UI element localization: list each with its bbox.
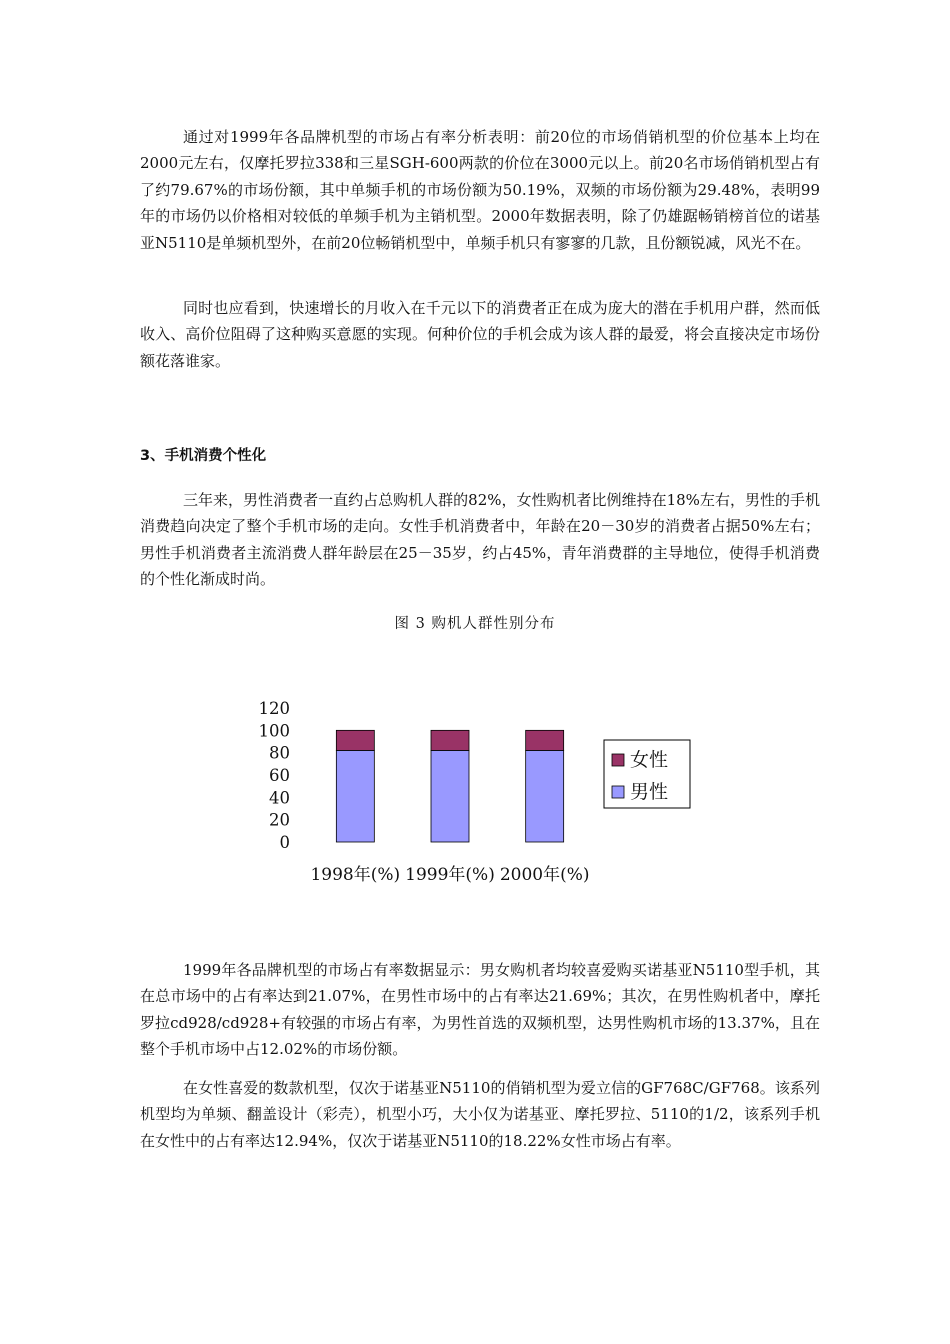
y-tick-label: 60: [269, 766, 290, 785]
paragraph-gender-ratio: 三年来，男性消费者一直约占总购机人群的82%，女性购机者比例维持在18%左右，男性的手机消费趋向决定了整个手机市场的走向。女性手机消费者中，年龄在20－30岁的消费者占据50%左右；男性手机消费者主流消费人群年龄层在25－35岁，约占45%，青年消费群的主导地位，使得手机消费的个性化渐成时尚。: [140, 491, 820, 589]
legend-label-female: 女性: [630, 749, 669, 771]
paragraph-brand-share-by-gender: 1999年各品牌机型的市场占有率数据显示：男女购机者均较喜爱购买诺基亚N5110型手机，其在总市场中的占有率达到21.07%，在男性市场中的占有率达21.69%；其次，在男性购机者中，摩托罗拉cd928/cd928+有较强的市场占有率，为男性首选的双频机型，达男性购机市场的13.37%，且在整个手机市场中占12.02%的市场份额。: [140, 961, 820, 1059]
y-tick-label: 0: [279, 833, 290, 852]
legend-label-male: 男性: [630, 781, 669, 803]
bar-segment-female: [526, 730, 564, 750]
legend-swatch-male: [612, 786, 624, 798]
bar-segment-female: [336, 730, 374, 750]
y-tick-label: 80: [269, 743, 290, 763]
bar-segment-female: [431, 730, 469, 750]
x-tick-label: 2000年(%): [499, 865, 590, 885]
chart-svg: [250, 690, 710, 900]
y-tick-label: 20: [269, 810, 290, 830]
x-tick-label: 1999年(%): [405, 865, 495, 885]
y-tick-label: 100: [258, 721, 290, 741]
y-tick-label: 40: [269, 788, 290, 808]
gender-distribution-chart: [250, 690, 710, 900]
x-tick-label: 1998年(%): [310, 865, 401, 885]
y-tick-label: 120: [258, 699, 290, 718]
legend-swatch-female: [612, 754, 624, 766]
figure-caption: 图 3 购机人群性别分布: [394, 616, 556, 632]
bar-segment-male: [526, 750, 564, 842]
bar-segment-male: [336, 750, 374, 842]
paragraph-market-share-1999: 通过对1999年各品牌机型的市场占有率分析表明：前20位的市场俏销机型的价位基本上均在2000元左右，仅摩托罗拉338和三星SGH-600两款的价位在3000元以上。前20名市场俏销机型占有了约79.67%的市场份额，其中单频手机的市场份额为50.19%，双频的市场份额为29.48%，表明99年的市场仍以价格相对较低的单频手机为主销机型。2000年数据表明，除了仍雄踞畅销榜首位的诺基亚N5110是单频机型外，在前20位畅销机型中，单频手机只有寥寥的几款，且份额锐减，风光不在。: [140, 128, 820, 252]
section-heading: 3、手机消费个性化: [140, 448, 267, 464]
paragraph-low-income-consumers: 同时也应看到，快速增长的月收入在千元以下的消费者正在成为庞大的潜在手机用户群，然而低收入、高价位阻碍了这种购买意愿的实现。何种价位的手机会成为该人群的最爱，将会直接决定市场份额花落谁家。: [140, 299, 820, 370]
paragraph-female-preferred-models: 在女性喜爱的数款机型，仅次于诺基亚N5110的俏销机型为爱立信的GF768C/GF768。该系列机型均为单频、翻盖设计（彩壳），机型小巧，大小仅为诺基亚、摩托罗拉、5110的1/2，该系列手机在女性中的占有率达12.94%，仅次于诺基亚N5110的18.22%女性市场占有率。: [140, 1079, 820, 1150]
bar-segment-male: [431, 750, 469, 842]
